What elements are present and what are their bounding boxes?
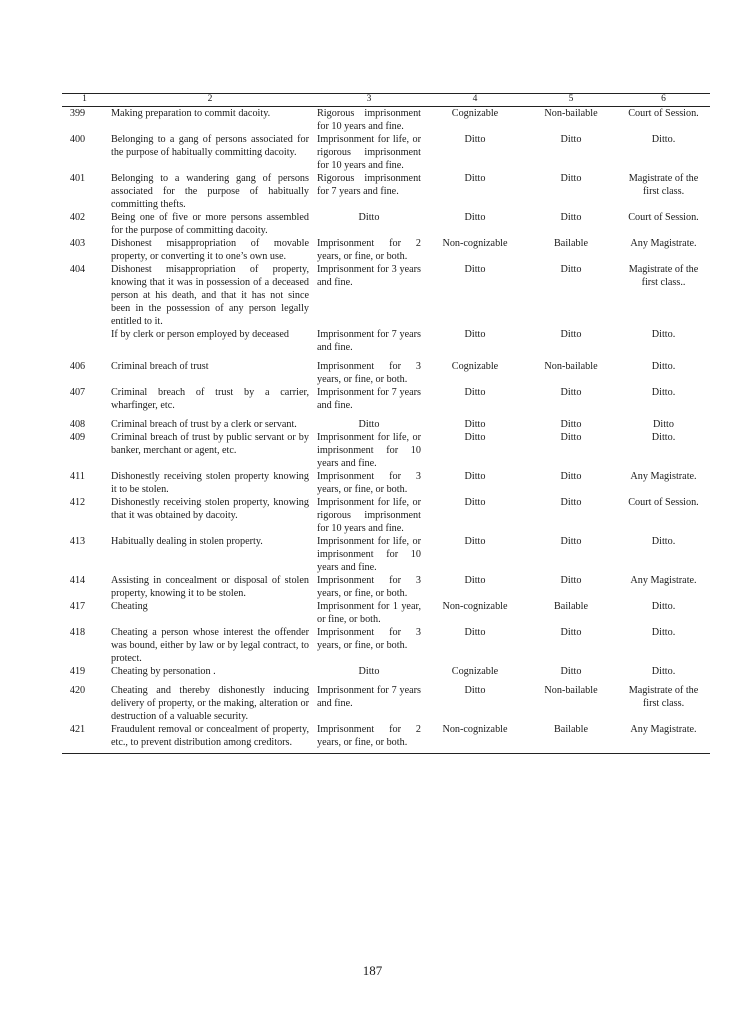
offence-cell: Cheating a person whose interest the offender was bound, either by law or by legal contract, to protect.	[111, 627, 309, 664]
punishment-cell: Ditto	[358, 419, 380, 430]
table-row	[62, 237, 710, 263]
court-cell: Any Magistrate.	[630, 471, 697, 482]
cognizable-cell: Non-cognizable	[425, 723, 525, 754]
table-row	[62, 431, 710, 470]
section-number: 404	[69, 264, 86, 275]
bailable-cell: Bailable	[554, 238, 588, 249]
offence-cell: Criminal breach of trust by public servant or by banker, merchant or agent, etc.	[111, 432, 309, 456]
offence-cell: Criminal breach of trust	[111, 361, 209, 372]
punishment-cell: Imprisonment for 7 years and fine.	[317, 685, 421, 709]
section-number: 408	[69, 419, 86, 430]
section-number: 420	[69, 685, 86, 696]
table-row	[62, 386, 710, 418]
cognizable-cell: Ditto	[464, 134, 486, 145]
table-row	[62, 133, 710, 172]
cognizable-cell: Cognizable	[451, 666, 499, 677]
punishment-cell: Ditto	[358, 212, 380, 223]
section-number: 412	[69, 497, 86, 508]
court-cell: Court of Session.	[628, 212, 699, 223]
bailable-cell: Ditto	[560, 575, 582, 586]
column-number: 3	[313, 94, 425, 107]
section-number: 399	[69, 108, 86, 119]
bailable-cell: Ditto	[560, 387, 582, 398]
punishment-cell: Imprisonment for 7 years and fine.	[317, 387, 421, 411]
table-row	[62, 574, 710, 600]
court-cell: Court of Session.	[628, 497, 699, 508]
cognizable-cell: Cognizable	[451, 108, 499, 119]
offence-cell: Criminal breach of trust by a clerk or servant.	[111, 419, 297, 430]
section-number: 403	[69, 238, 86, 249]
court-cell: Ditto.	[651, 361, 676, 372]
offence-cell: Belonging to a wandering gang of persons associated for the purpose of habitually committing thefts.	[111, 173, 309, 210]
punishment-cell: Imprisonment for life, or imprisonment for 10 years and fine.	[317, 432, 421, 469]
bailable-cell: Non-bailable	[544, 108, 598, 119]
column-number: 6	[617, 94, 710, 107]
bailable-cell: Ditto	[560, 471, 582, 482]
section-number: 407	[69, 387, 86, 398]
section-number: 418	[69, 627, 86, 638]
bailable-cell: Ditto	[560, 212, 582, 223]
court-cell: Ditto.	[651, 666, 676, 677]
section-number: 417	[69, 601, 86, 612]
section-number: 414	[69, 575, 86, 586]
offences-table	[62, 93, 710, 754]
cognizable-cell: Ditto	[464, 387, 486, 398]
offence-cell: Fraudulent removal or concealment of property, etc., to prevent distribution among creditors.	[107, 723, 313, 754]
court-cell: Ditto.	[651, 432, 676, 443]
punishment-cell: Imprisonment for 3 years, or fine, or both.	[317, 627, 421, 651]
table-row	[62, 684, 710, 723]
column-number: 2	[107, 94, 313, 107]
bailable-cell: Ditto	[560, 419, 582, 430]
court-cell: Ditto.	[651, 329, 676, 340]
column-number: 1	[62, 94, 107, 107]
cognizable-cell: Cognizable	[451, 361, 499, 372]
section-number: 419	[69, 666, 86, 677]
section-number: 409	[69, 432, 86, 443]
section-number: 401	[69, 173, 86, 184]
section-number: 421	[62, 723, 107, 754]
court-cell: Magistrate of the first class.	[628, 685, 699, 709]
punishment-cell: Rigorous imprisonment for 10 years and fine.	[317, 108, 421, 132]
punishment-cell: Imprisonment for 2 years, or fine, or both.	[317, 238, 421, 262]
bailable-cell: Bailable	[554, 601, 588, 612]
cognizable-cell: Ditto	[464, 536, 486, 547]
section-number: 406	[69, 361, 86, 372]
cognizable-cell: Ditto	[464, 212, 486, 223]
table-row	[62, 535, 710, 574]
court-cell: Magistrate of the first class..	[628, 264, 699, 288]
offence-cell: Dishonestly receiving stolen property, knowing that it was obtained by dacoity.	[111, 497, 309, 521]
cognizable-cell: Ditto	[464, 329, 486, 340]
table-row	[62, 328, 710, 360]
offence-cell: If by clerk or person employed by deceased	[111, 329, 289, 340]
section-number: 400	[69, 134, 86, 145]
offence-cell: Habitually dealing in stolen property.	[111, 536, 263, 547]
punishment-cell: Rigorous imprisonment for 7 years and fine.	[317, 173, 421, 197]
punishment-cell: Imprisonment for 2 years, or fine, or both.	[313, 723, 425, 754]
cognizable-cell: Ditto	[464, 419, 486, 430]
table-row	[62, 470, 710, 496]
section-number: 411	[70, 471, 85, 482]
punishment-cell: Imprisonment for 3 years, or fine, or both.	[317, 361, 421, 385]
cognizable-cell: Ditto	[464, 497, 486, 508]
bailable-cell: Bailable	[525, 723, 617, 754]
cognizable-cell: Non-cognizable	[442, 238, 508, 249]
offence-cell: Assisting in concealment or disposal of stolen property, knowing it to be stolen.	[111, 575, 309, 599]
table-row	[62, 107, 710, 134]
court-cell: Any Magistrate.	[630, 575, 697, 586]
court-cell: Any Magistrate.	[617, 723, 710, 754]
punishment-cell: Imprisonment for 3 years, or fine, or both.	[317, 575, 421, 599]
offences-table-container	[62, 93, 710, 754]
bailable-cell: Ditto	[560, 329, 582, 340]
cognizable-cell: Ditto	[464, 432, 486, 443]
offence-cell: Cheating and thereby dishonestly inducing delivery of property, or the making, alteration or destruction of a valuable security.	[111, 685, 309, 722]
bailable-cell: Ditto	[560, 666, 582, 677]
cognizable-cell: Ditto	[464, 575, 486, 586]
cognizable-cell: Ditto	[464, 627, 486, 638]
table-row	[62, 263, 710, 328]
cognizable-cell: Ditto	[464, 264, 486, 275]
table-row	[62, 418, 710, 431]
bailable-cell: Ditto	[560, 627, 582, 638]
cognizable-cell: Non-cognizable	[442, 601, 508, 612]
court-cell: Any Magistrate.	[630, 238, 697, 249]
punishment-cell: Imprisonment for 3 years, or fine, or both.	[317, 471, 421, 495]
offence-cell: Dishonestly receiving stolen property knowing it to be stolen.	[111, 471, 309, 495]
section-number: 413	[69, 536, 86, 547]
offence-cell: Cheating	[111, 601, 148, 612]
bailable-cell: Ditto	[560, 173, 582, 184]
offence-cell: Being one of five or more persons assembled for the purpose of committing dacoity.	[111, 212, 309, 236]
cognizable-cell: Ditto	[464, 173, 486, 184]
punishment-cell: Imprisonment for 1 year, or fine, or both.	[317, 601, 421, 625]
table-row	[62, 360, 710, 386]
bailable-cell: Ditto	[560, 432, 582, 443]
court-cell: Ditto.	[651, 387, 676, 398]
punishment-cell: Ditto	[358, 666, 380, 677]
table-row	[62, 172, 710, 211]
section-number: 402	[69, 212, 86, 223]
punishment-cell: Imprisonment for life, or rigorous imprisonment for 10 years and fine.	[317, 134, 421, 171]
punishment-cell: Imprisonment for 7 years and fine.	[317, 329, 421, 353]
offence-cell: Dishonest misappropriation of property, knowing that it was in possession of a deceased person at his death, and that it has not since been in the possession of any person legally entitled to it.	[111, 264, 309, 327]
court-cell: Magistrate of the first class.	[628, 173, 699, 197]
bailable-cell: Ditto	[560, 497, 582, 508]
bailable-cell: Ditto	[560, 264, 582, 275]
table-row	[62, 665, 710, 684]
punishment-cell: Imprisonment for 3 years and fine.	[317, 264, 421, 288]
offence-cell: Belonging to a gang of persons associated for the purpose of habitually committing dacoity.	[111, 134, 309, 158]
offence-cell: Criminal breach of trust by a carrier, wharfinger, etc.	[111, 387, 309, 411]
court-cell: Ditto.	[651, 601, 676, 612]
offence-cell: Cheating by personation .	[111, 666, 216, 677]
court-cell: Ditto.	[651, 627, 676, 638]
bailable-cell: Ditto	[560, 134, 582, 145]
page-number: 187	[362, 963, 383, 978]
section-number	[62, 328, 107, 360]
punishment-cell: Imprisonment for life, or rigorous imprisonment for 10 years and fine.	[317, 497, 421, 534]
table-row	[62, 626, 710, 665]
offence-cell: Dishonest misappropriation of movable property, or converting it to one’s own use.	[111, 238, 309, 262]
table-row	[62, 496, 710, 535]
court-cell: Court of Session.	[628, 108, 699, 119]
column-number-row	[62, 94, 710, 107]
court-cell: Ditto	[653, 419, 674, 430]
punishment-cell: Imprisonment for life, or imprisonment for 10 years and fine.	[317, 536, 421, 573]
bailable-cell: Ditto	[560, 536, 582, 547]
table-row	[62, 211, 710, 237]
cognizable-cell: Ditto	[464, 685, 486, 696]
table-row	[62, 600, 710, 626]
court-cell: Ditto.	[651, 536, 676, 547]
column-number: 4	[425, 94, 525, 107]
bailable-cell: Non-bailable	[544, 361, 598, 372]
column-number: 5	[525, 94, 617, 107]
cognizable-cell: Ditto	[464, 471, 486, 482]
table-row	[62, 723, 710, 754]
offence-cell: Making preparation to commit dacoity.	[111, 108, 271, 119]
court-cell: Ditto.	[651, 134, 676, 145]
bailable-cell: Non-bailable	[544, 685, 598, 696]
